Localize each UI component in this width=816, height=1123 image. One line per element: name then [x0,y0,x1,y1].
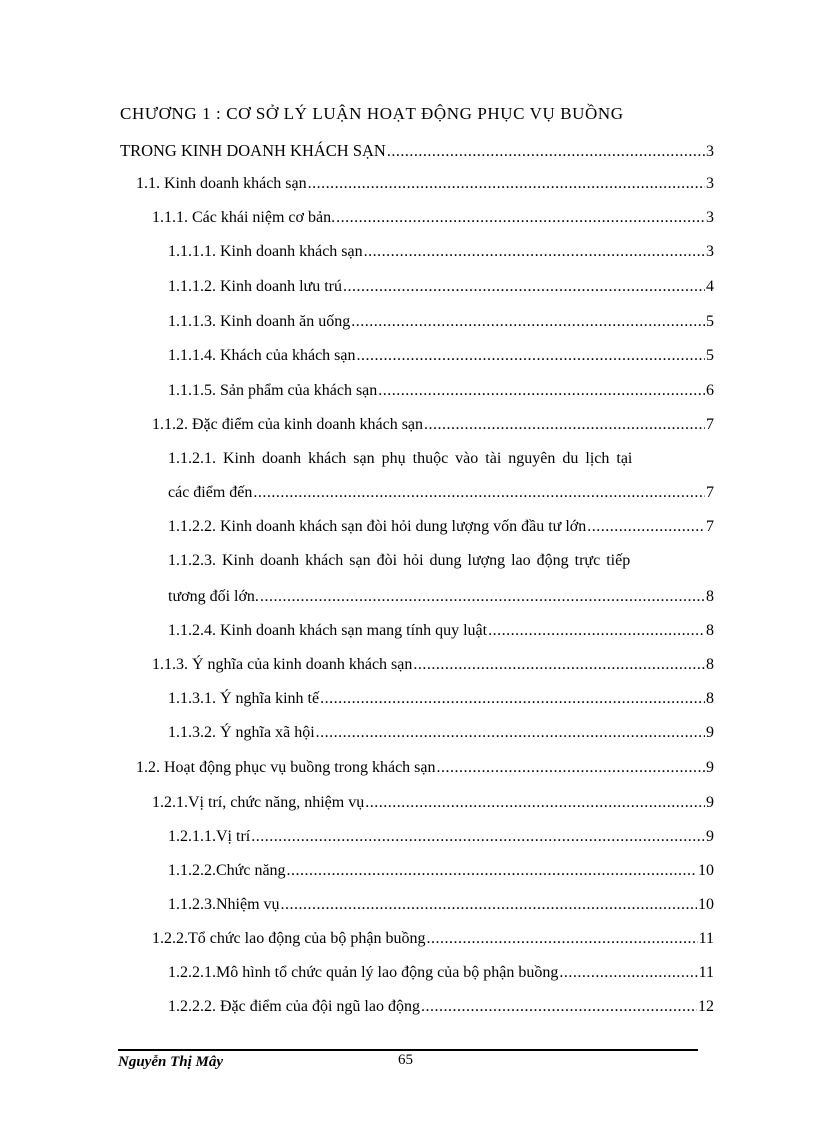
toc-entry-title: 1.1.1.4. Khách của khách sạn [168,347,356,364]
toc-entry[interactable] [168,860,714,882]
toc-entry-title: 1.1.3. Ý nghĩa của kinh doanh khách sạn [152,656,413,673]
page-number: 11 [698,964,714,981]
toc-entry-title: 1.1.1.5. Sản phẩm của khách sạn [168,382,378,399]
toc-entry[interactable] [168,688,714,710]
page-number: 8 [706,588,714,605]
toc-entry[interactable] [136,173,714,195]
page-number: 9 [706,794,714,811]
toc-entry-title: 1.2.1.1.Vị trí [168,828,251,845]
toc-entry[interactable] [168,586,714,608]
toc-entry-title-line1: 1.1.2.3. Kinh doanh khách sạn đòi hỏi dung lượng lao động trực tiếp [168,552,631,569]
page-number: 3 [706,143,714,160]
leader-dots [387,141,705,163]
toc-entry-title: 1.2.2.Tổ chức lao động của bộ phận buồng [152,930,426,947]
leader-dots [559,962,697,984]
leader-dots [421,996,697,1018]
toc-entry-title: tương đối lớn. [168,588,259,605]
toc-entry[interactable] [168,345,714,367]
leader-dots [260,586,705,608]
leader-dots [251,826,705,848]
page-number: 7 [706,416,714,433]
page-number: 5 [706,313,714,330]
toc-entry[interactable] [168,722,714,744]
chapter-heading-continued: TRONG KINH DOANH KHÁCH SẠN [120,141,386,160]
page-number: 12 [698,998,714,1015]
toc-entry-title: 1.1.1.1. Kinh doanh khách sạn [168,243,363,260]
toc-entry[interactable] [152,207,714,229]
footer-page-number: 65 [398,1052,413,1068]
toc-entry-title: 1.1.2.4. Kinh doanh khách sạn mang tính quy luật [168,622,488,639]
leader-dots [365,792,705,814]
toc-entry[interactable] [152,654,714,676]
toc-entry[interactable] [152,792,714,814]
toc-entry-title: 1.2. Hoạt động phục vụ buồng trong khách sạn [136,759,436,776]
toc-entry[interactable] [168,241,714,263]
leader-dots [378,380,705,402]
page-number: 9 [706,828,714,845]
page-number: 8 [706,690,714,707]
toc-entry[interactable] [168,482,714,504]
toc-entry-title: 1.2.2.1.Mô hình tổ chức quản lý lao động của bộ phận buồng [168,964,559,981]
leader-dots [587,516,705,538]
page-number: 7 [706,484,714,501]
leader-dots [320,688,705,710]
leader-dots [316,722,705,744]
page-number: 6 [706,382,714,399]
toc-entry[interactable] [168,276,714,298]
leader-dots [357,345,706,367]
page-number: 9 [706,724,714,741]
leader-dots [281,894,697,916]
page-number: 5 [706,347,714,364]
page-number: 10 [698,896,714,913]
toc-entry-title: 1.1.3.2. Ý nghĩa xã hội [168,724,315,741]
page-number: 9 [706,759,714,776]
toc-entry[interactable] [168,826,714,848]
page-number: 10 [698,862,714,879]
footer-divider [118,1049,698,1051]
toc-entry[interactable] [168,620,714,642]
toc-entry[interactable] [168,894,714,916]
toc-entry[interactable] [168,380,714,402]
toc-entry[interactable] [136,757,714,779]
leader-dots [253,482,705,504]
page-number: 8 [706,622,714,639]
toc-entry[interactable] [168,311,714,333]
toc-entry-title: 1.2.1.Vị trí, chức năng, nhiệm vụ [152,794,365,811]
page-number: 7 [706,518,714,535]
toc-entry-title: 1.1.3.1. Ý nghĩa kinh tế [168,690,320,707]
toc-entry[interactable] [152,928,714,950]
chapter-heading: CHƯƠNG 1 : CƠ SỞ LÝ LUẬN HOẠT ĐỘNG PHỤC VỤ BUỒNG [120,104,624,123]
toc-entry-title: 1.1.1.2. Kinh doanh lưu trú [168,278,342,295]
toc-entry-title: các điểm đến [168,484,253,501]
leader-dots [336,207,705,229]
toc-entry-title: 1.1.1.3. Kinh doanh ăn uống [168,313,351,330]
leader-dots [351,311,705,333]
page-number: 3 [706,175,714,192]
leader-dots [427,928,698,950]
leader-dots [287,860,697,882]
toc-entry-title: 1.1.2.2.Chức năng [168,862,286,879]
toc-entry[interactable] [168,996,714,1018]
page-number: 8 [706,656,714,673]
toc-entry[interactable] [168,516,714,538]
footer-author: Nguyễn Thị Mây [118,1054,223,1070]
leader-dots [437,757,705,779]
toc-entry[interactable] [152,414,714,436]
toc-entry-title: 1.2.2.2. Đặc điểm của đội ngũ lao động [168,998,420,1015]
leader-dots [364,241,705,263]
page-number: 4 [706,278,714,295]
leader-dots [413,654,705,676]
page-number: 3 [706,243,714,260]
page-number: 3 [706,209,714,226]
leader-dots [424,414,705,436]
leader-dots [488,620,705,642]
toc-entry-title: 1.1.2.3.Nhiệm vụ [168,896,280,913]
toc-entry-title-line1: 1.1.2.1. Kinh doanh khách sạn phụ thuộc vào tài nguyên du lịch tại [168,450,633,467]
toc-entry-title: 1.1. Kinh doanh khách sạn [136,175,307,192]
leader-dots [308,173,705,195]
leader-dots [343,276,705,298]
toc-entry-chapter[interactable] [120,140,714,162]
page-number: 11 [698,930,714,947]
toc-entry-title: 1.1.2.2. Kinh doanh khách sạn đòi hỏi dung lượng vốn đầu tư lớn [168,518,587,535]
toc-entry-title: 1.1.1. Các khái niệm cơ bản. [152,209,336,226]
toc-entry[interactable] [168,962,714,984]
toc-entry-title: 1.1.2. Đặc điểm của kinh doanh khách sạn [152,416,424,433]
